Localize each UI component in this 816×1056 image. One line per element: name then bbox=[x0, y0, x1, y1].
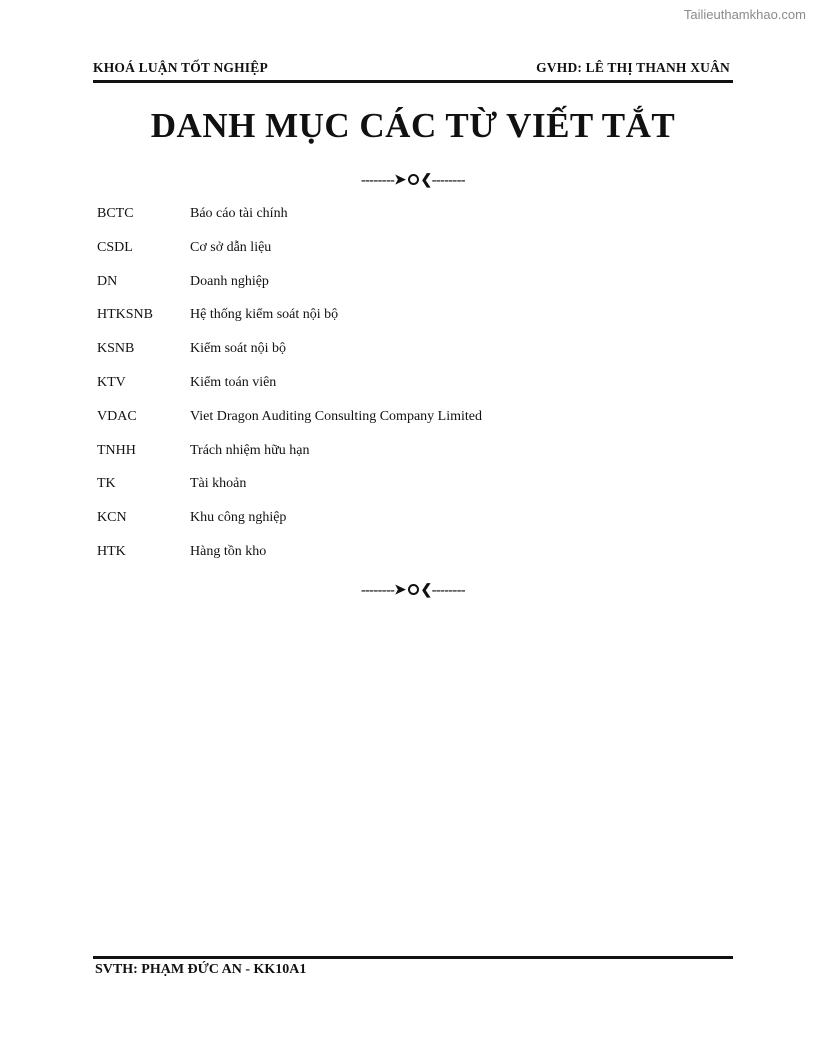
footer-rule bbox=[93, 956, 733, 959]
ornament-dash-left: -------- bbox=[360, 583, 395, 598]
ornament-dash-right: -------- bbox=[431, 173, 466, 188]
abbreviation: KTV bbox=[97, 375, 126, 390]
abbreviation-meaning: Viet Dragon Auditing Consulting Company Limited bbox=[190, 408, 482, 424]
abbreviation: CSDL bbox=[97, 239, 133, 255]
abbreviation-meaning: Trách nhiệm hữu hạn bbox=[190, 442, 310, 458]
abbreviation-meaning: Cơ sở dẫn liệu bbox=[190, 239, 272, 255]
abbreviation-meaning: Hàng tồn kho bbox=[190, 544, 267, 559]
abbreviation: HTKSNB bbox=[97, 307, 154, 323]
header-left: KHOÁ LUẬN TỐT NGHIỆP bbox=[93, 60, 268, 75]
ornament-dash-right: -------- bbox=[431, 583, 466, 598]
abbreviation-meaning: Kiểm toán viên bbox=[190, 375, 277, 390]
abbreviation-meaning: Tài khoản bbox=[190, 476, 247, 492]
ornament-divider: --------➤ ❮-------- bbox=[360, 583, 466, 598]
abbreviation: KCN bbox=[97, 510, 127, 526]
page-title: DANH MỤC CÁC TỪ VIẾT TẮT bbox=[150, 106, 676, 145]
abbreviation-meaning: Hệ thống kiểm soát nội bộ bbox=[190, 307, 339, 323]
abbreviation: DN bbox=[97, 273, 118, 289]
watermark: Tailieuthamkhao.com bbox=[683, 7, 806, 22]
abbreviation: TK bbox=[97, 476, 116, 492]
ornament-circle-icon bbox=[408, 174, 419, 185]
page-footer: SVTH: PHẠM ĐỨC AN - KK10A1 bbox=[95, 962, 307, 977]
abbreviation-meaning: Khu công nghiệp bbox=[190, 510, 287, 526]
abbreviation-meaning: Kiểm soát nội bộ bbox=[190, 341, 287, 357]
header-rule bbox=[93, 80, 733, 83]
abbreviation-meaning: Doanh nghiệp bbox=[190, 273, 269, 289]
abbreviation: TNHH bbox=[97, 442, 136, 458]
abbreviation: HTK bbox=[97, 544, 126, 559]
ornament-dash-left: -------- bbox=[360, 173, 395, 188]
header-right: GVHD: LÊ THỊ THANH XUÂN bbox=[536, 60, 730, 75]
abbreviation-meaning: Báo cáo tài chính bbox=[190, 206, 288, 221]
abbreviation: VDAC bbox=[97, 408, 137, 424]
ornament-circle-icon bbox=[408, 584, 419, 595]
abbreviation: BCTC bbox=[97, 206, 134, 221]
abbreviation: KSNB bbox=[97, 341, 135, 357]
ornament-divider: --------➤ ❮-------- bbox=[360, 173, 466, 188]
